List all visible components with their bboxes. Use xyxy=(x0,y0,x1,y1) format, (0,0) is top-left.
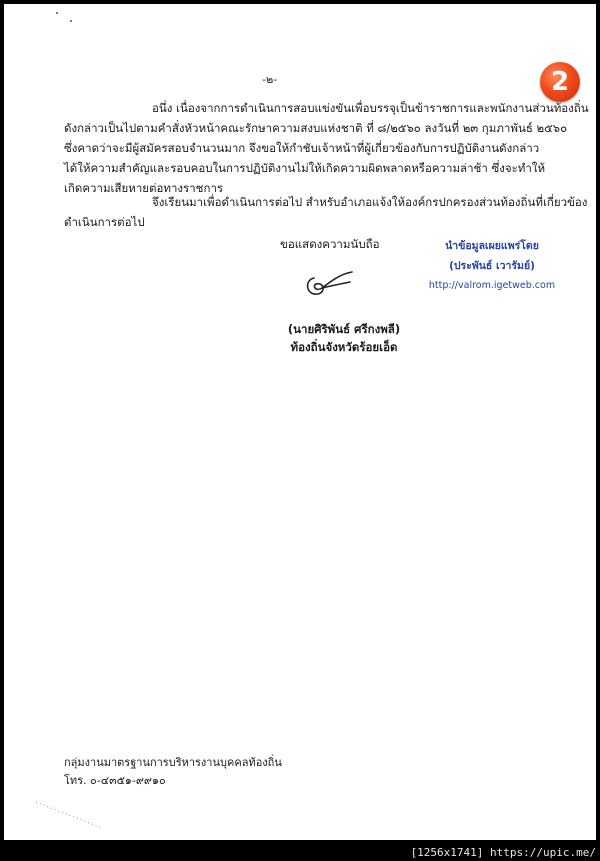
source-credit xyxy=(422,236,562,296)
paragraph-line: อนึ่ง เนื่องจากการดำเนินการสอบแข่งขันเพื่อบรรจุเป็นข้าราชการและพนักงานส่วนท้องถิ่น xyxy=(152,101,589,115)
closing-salutation: ขอแสดงความนับถือ xyxy=(280,237,380,251)
document-page xyxy=(4,4,596,840)
footer-phone: โทร. ๐-๔๓๕๑-๙๙๑๐ xyxy=(64,774,166,787)
paragraph-line: เกิดความเสียหายต่อทางราชการ xyxy=(64,181,224,195)
scan-speck xyxy=(56,12,58,14)
footer-department: กลุ่มงานมาตรฐานการบริหารงานบุคคลท้องถิ่น xyxy=(64,756,282,769)
source-url-link[interactable]: http://valrom.igetweb.com xyxy=(428,280,556,291)
paragraph-line: ดำเนินการต่อไป xyxy=(64,215,145,229)
scan-mark xyxy=(34,800,104,830)
scan-speck xyxy=(70,20,72,22)
signature-mark xyxy=(300,266,360,300)
channel-2-logo-icon xyxy=(540,62,580,102)
signer-title: ท้องถิ่นจังหวัดร้อยเอ็ด xyxy=(290,340,398,354)
page-number: -๒- xyxy=(262,73,278,86)
body-paragraph-2 xyxy=(64,192,588,232)
image-watermark: [1256x1741] https://upic.me/ xyxy=(410,846,596,859)
paragraph-line: ได้ให้ความสำคัญและรอบคอบในการปฏิบัติงานไม่ให้เกิดความผิดพลาดหรือความล่าช้า ซึ่งจะทำให้ xyxy=(64,161,546,175)
signer-name: (นายศิริพันธ์ ศรีกงพลี) xyxy=(287,322,401,336)
body-paragraph-1 xyxy=(64,98,589,198)
signer-block xyxy=(264,320,424,356)
paragraph-line: ดังกล่าวเป็นไปตามคำสั่งหัวหน้าคณะรักษาความสงบแห่งชาติ ที่ ๘/๒๕๖๐ ลงวันที่ ๒๓ กุมภาพันธ์ ๒๕๖๐ xyxy=(64,121,568,135)
footer-contact xyxy=(64,754,282,790)
source-credit-line: นำข้อมูลเผยแพร่โดย xyxy=(445,240,539,252)
logo-text: 2 xyxy=(550,67,570,97)
paragraph-line: ซึ่งคาดว่าจะมีผู้สมัครสอบจำนวนมาก จึงขอให้กำชับเจ้าหน้าที่ผู้เกี่ยวข้องกับการปฏิบัติงานดังกล่าว xyxy=(64,141,540,155)
paragraph-line: จึงเรียนมาเพื่อดำเนินการต่อไป สำหรับอำเภอแจ้งให้องค์กรปกครองส่วนท้องถิ่นที่เกี่ยวข้อง xyxy=(152,195,588,209)
source-credit-author: (ประพันธ์ เวารัมย์) xyxy=(449,260,535,272)
